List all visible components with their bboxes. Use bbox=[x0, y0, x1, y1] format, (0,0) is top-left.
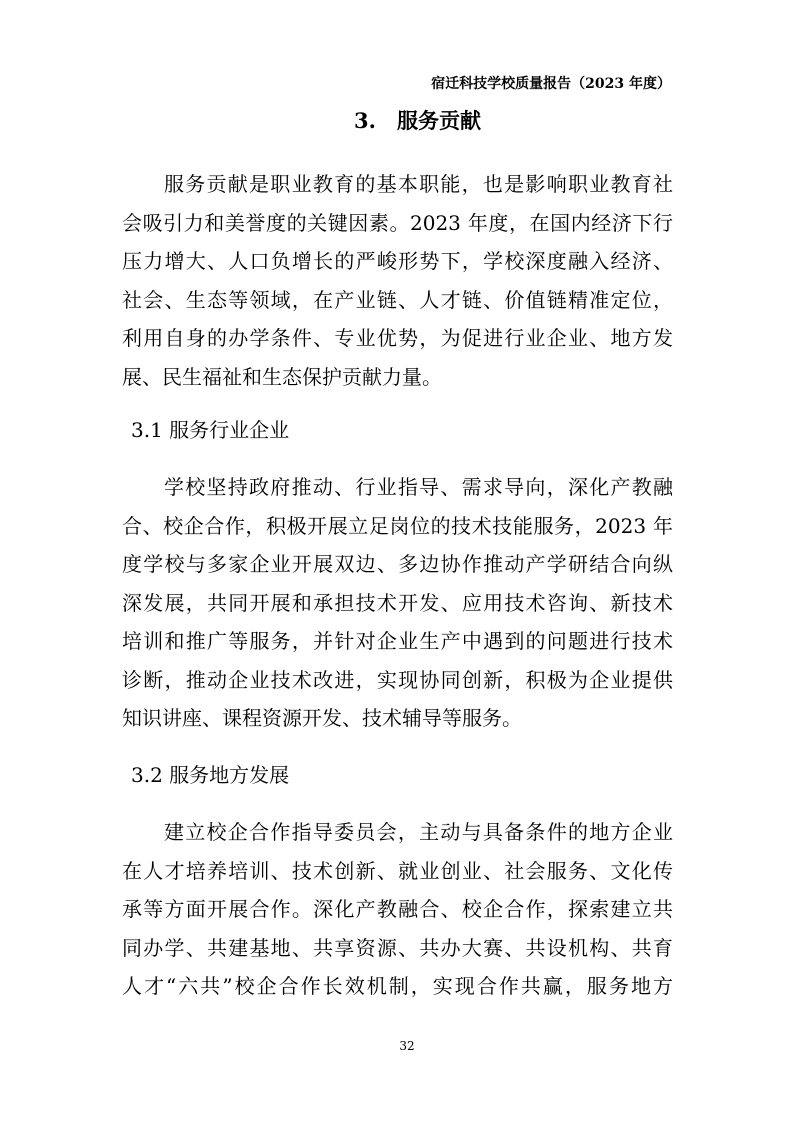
paragraph-line: 同办学、共建基地、共享资源、共办大赛、共设机构、共育 bbox=[122, 935, 673, 960]
paragraph-line: 诊断，推动企业技术改进，实现协同创新，积极为企业提供 bbox=[122, 667, 673, 692]
paragraph-line: 在人才培养培训、技术创新、就业创业、社会服务、文化传 bbox=[122, 858, 673, 883]
paragraph-line: 社会、生态等领域，在产业链、人才链、价值链精准定位， bbox=[122, 287, 673, 312]
paragraph-line: 知识讲座、课程资源开发、技术辅导等服务。 bbox=[122, 706, 522, 730]
paragraph-line: 学校坚持政府推动、行业指导、需求导向，深化产教融 bbox=[164, 475, 673, 499]
paragraph-line: 服务贡献是职业教育的基本职能，也是影响职业教育社 bbox=[164, 172, 673, 196]
paragraph-line: 深发展，共同开展和承担技术开发、应用技术咨询、新技术 bbox=[122, 590, 673, 615]
paragraph-line: 人才“六共”校企合作长效机制，实现合作共赢，服务地方 bbox=[122, 974, 673, 998]
paragraph-line: 建立校企合作指导委员会，主动与具备条件的地方企业 bbox=[164, 820, 673, 844]
intro-paragraph bbox=[122, 165, 673, 396]
running-header: 宿迁科技学校质量报告（2023 年度） bbox=[431, 76, 671, 92]
section-title: 3. 服务贡献 bbox=[354, 108, 481, 133]
paragraph-line: 压力增大、人口负增长的严峻形势下，学校深度融入经济、 bbox=[122, 249, 673, 273]
paragraph-line: 展、民生福祉和生态保护贡献力量。 bbox=[122, 364, 442, 389]
subsection-3-1-paragraph bbox=[122, 468, 673, 738]
paragraph-line: 利用自身的办学条件、专业优势，为促进行业企业、地方发 bbox=[122, 326, 673, 350]
subsection-3-2-paragraph bbox=[122, 813, 673, 1006]
subsection-heading-3-1: 3.1 服务行业企业 bbox=[131, 418, 290, 442]
paragraph-line: 培训和推广等服务，并针对企业生产中遇到的问题进行技术 bbox=[122, 629, 673, 653]
paragraph-line: 合、校企合作，积极开展立足岗位的技术技能服务，2023 年 bbox=[122, 513, 673, 538]
paragraph-line: 承等方面开展合作。深化产教融合、校企合作，探索建立共 bbox=[122, 897, 673, 921]
page-number: 32 bbox=[399, 1039, 415, 1053]
paragraph-line: 度学校与多家企业开展双边、多边协作推动产学研结合向纵 bbox=[122, 552, 673, 576]
paragraph-line: 会吸引力和美誉度的关键因素。2023 年度，在国内经济下行 bbox=[122, 210, 673, 235]
subsection-heading-3-2: 3.2 服务地方发展 bbox=[131, 763, 290, 787]
